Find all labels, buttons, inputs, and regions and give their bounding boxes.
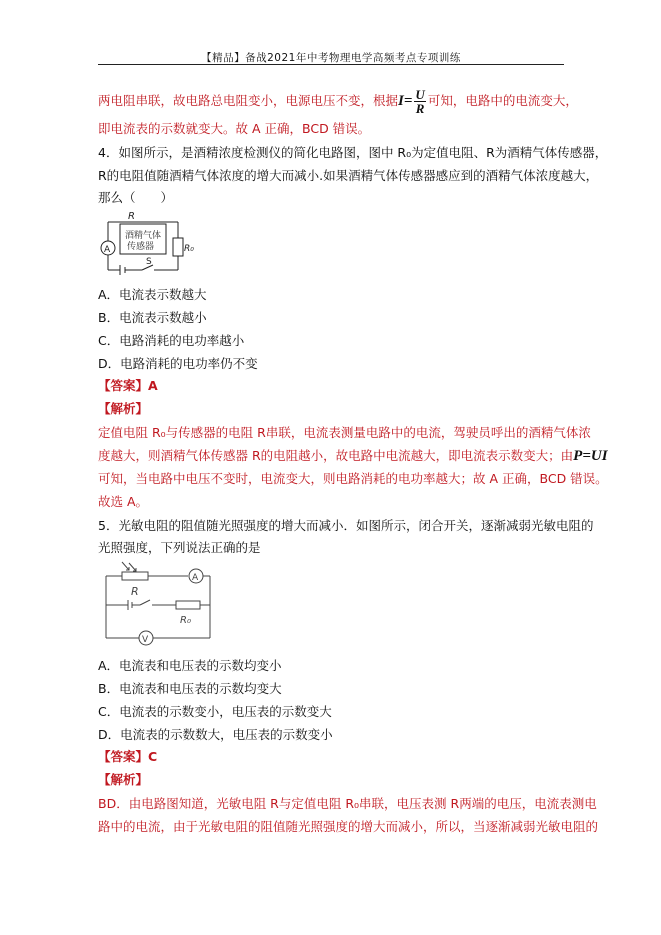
q4-analysis-text: 度越大，则酒精气体传感器 R的电阻越小，故电路中电流越大，即电流表示数变大；由 <box>98 448 574 463</box>
q5-analysis-label: 【解析】 <box>98 772 149 787</box>
q4-analysis-label: 【解析】 <box>98 401 149 416</box>
header-divider <box>98 64 564 65</box>
q4-answer: 【答案】A <box>98 378 158 393</box>
q4-ammeter-label: A <box>104 245 111 255</box>
q4-switch-label: S <box>146 257 152 267</box>
r0-resistor <box>173 238 183 256</box>
switch-lever <box>140 600 150 605</box>
q5-label-R0: R₀ <box>180 615 191 626</box>
formula-p-ui: P=UI <box>573 448 608 464</box>
q5-circuit-diagram <box>98 560 216 650</box>
q3-analysis-text-b: 可知，电路中的电流变大， <box>427 93 578 108</box>
q3-analysis-line1 <box>98 88 578 115</box>
q5-option-a: A．电流表和电压表的示数均变小 <box>98 658 282 673</box>
q3-analysis-text-a: 两电阻串联，故电路总电阻变小，电源电压不变，根据 <box>98 93 399 108</box>
q4-option-d: D．电路消耗的电功率仍不变 <box>98 356 258 371</box>
q5-stem-line2: 光照强度，下列说法正确的是 <box>98 540 261 555</box>
q4-option-a: A．电流表示数越大 <box>98 287 207 302</box>
q4-analysis-line1: 定值电阻 R₀与传感器的电阻 R串联，电流表测量电路中的电流，驾驶员呼出的酒精气体浓 <box>98 425 591 440</box>
q5-label-R: R <box>131 585 139 598</box>
r0-resistor <box>176 601 200 609</box>
q4-analysis-line2 <box>98 448 608 464</box>
q4-stem-line1: 4．如图所示，是酒精浓度检测仪的简化电路图，图中 R₀为定值电阻、R为酒精气体传感器， <box>98 145 608 160</box>
formula-fraction <box>414 88 425 115</box>
formula-equals: = <box>403 93 413 109</box>
q4-label-R0: R₀ <box>184 244 194 254</box>
page-header: 【精品】备战2021年中考物理电学高频考点专项训练 <box>201 52 461 64</box>
q4-stem-line2: R的电阻值随酒精气体浓度的增大而减小.如果酒精气体传感器感应到的酒精气体浓度越大， <box>98 168 599 183</box>
q3-analysis-line2: 即电流表的示数就变大。故 A 正确，BCD 错误。 <box>98 121 371 136</box>
q4-label-R: R <box>128 211 135 222</box>
q5-option-d: D．电流表的示数数大，电压表的示数变小 <box>98 727 333 742</box>
q5-analysis-line1: BD．由电路图知道，光敏电阻 R与定值电阻 R₀串联，电压表测 R两端的电压，电流表测电 <box>98 796 597 811</box>
q4-option-c: C．电路消耗的电功率越小 <box>98 333 245 348</box>
photoresistor-r <box>122 572 148 580</box>
formula-denominator: R <box>415 101 425 116</box>
q4-analysis-line4: 故选 A。 <box>98 494 149 509</box>
q5-analysis-line2: 路中的电流，由于光敏电阻的阻值随光照强度的增大而减小，所以，当逐渐减弱光敏电阻的 <box>98 819 599 834</box>
q5-answer: 【答案】C <box>98 749 158 764</box>
q5-stem-line1: 5．光敏电阻的阻值随光照强度的增大而减小．如图所示，闭合开关，逐渐减弱光敏电阻的 <box>98 518 594 533</box>
q4-circuit-diagram <box>98 208 194 274</box>
q4-option-b: B．电流表示数越小 <box>98 310 207 325</box>
q4-analysis-line3: 可知，当电路中电压不变时，电流变大，则电路消耗的电功率越大；故 A 正确，BCD 错误。 <box>98 471 608 486</box>
q5-ammeter-label: A <box>192 573 199 583</box>
q5-voltmeter-label: V <box>142 635 149 645</box>
sensor-label-line1: 酒精气体 <box>125 231 162 241</box>
sensor-label-line2: 传感器 <box>127 242 155 252</box>
q5-option-c: C．电流表的示数变小，电压表的示数变大 <box>98 704 332 719</box>
formula-I: I <box>398 93 404 109</box>
q5-option-b: B．电流表和电压表的示数均变大 <box>98 681 282 696</box>
formula-numerator: U <box>415 87 425 102</box>
q4-stem-line3: 那么（ ） <box>98 190 174 205</box>
